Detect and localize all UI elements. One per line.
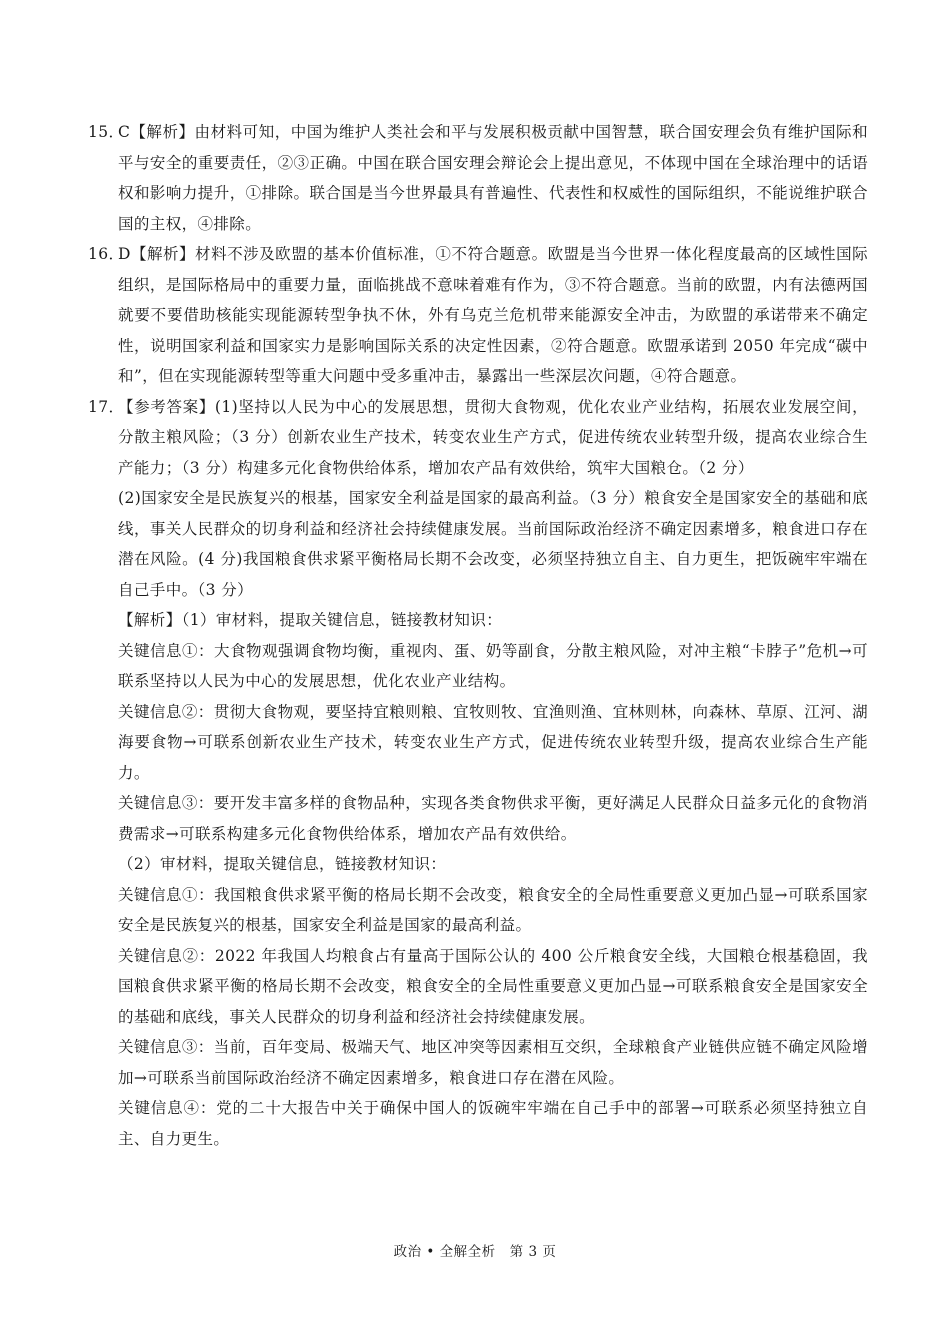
page-footer: 政治 • 全解全析 第 3 页 [393, 1244, 557, 1260]
answer-item-17 [88, 392, 868, 1155]
key-info-paragraph: 关键信息②：贯彻大食物观，要坚持宜粮则粮、宜牧则牧、宜渔则渔、宜林则林，向森林、草原、江河、湖海要食物→可联系创新农业生产技术，转变农业生产方式，促进传统农业转型升级，提高农业综合生产能力。 [118, 702, 868, 782]
question-number: 15． [88, 123, 125, 141]
answer-paragraph: C【解析】由材料可知，中国为维护人类社会和平与发展积极贡献中国智慧，联合国安理会负有维护国际和平与安全的重要责任，②③正确。中国在联合国安理会辩论会上提出意见，不体现中国在全球治理中的话语权和影响力提升，①排除。联合国是当今世界最具有普遍性、代表性和权威性的国际组织，不能说维护联合国的主权，④排除。 [118, 123, 868, 233]
key-info-paragraph: 关键信息④：党的二十大报告中关于确保中国人的饭碗牢牢端在自己手中的部署→可联系必须坚持独立自主、自力更生。 [118, 1099, 868, 1148]
answer-paragraph: D【解析】材料不涉及欧盟的基本价值标准，①不符合题意。欧盟是当今世界一体化程度最高的区域性国际组织，是国际格局中的重要力量，面临挑战不意味着难有作为，③不符合题意。当前的欧盟，内有法德两国就要不要借助核能实现能源转型争执不休，外有乌克兰危机带来能源安全冲击，为欧盟的承诺带来不确定性，说明国家利益和国家实力是影响国际关系的决定性因素，②符合题意。欧盟承诺到 2050 年完成“碳中和”，但在实现能源转型等重大问题中受多重冲击，暴露出一些深层次问题，④符合题意。 [118, 245, 868, 385]
answer-body [88, 239, 868, 392]
answer-item-15 [88, 117, 868, 239]
analysis-heading-1: 【解析】（1）审材料，提取关键信息，链接教材知识： [118, 611, 503, 629]
analysis-heading-2: （2）审材料，提取关键信息，链接教材知识： [118, 855, 447, 873]
answer-section [88, 117, 868, 1154]
key-info-paragraph: 关键信息②：2022 年我国人均粮食占有量高于国际公认的 400 公斤粮食安全线，大国粮仓根基稳固，我国粮食供求紧平衡的格局长期不会改变，粮食安全的全局性重要意义更加凸显→可联系粮食安全是国家安全的基础和底线，事关人民群众的切身利益和经济社会持续健康发展。 [118, 946, 868, 1026]
question-number: 16． [88, 245, 125, 263]
answer-body [88, 392, 868, 1155]
answer-body [88, 117, 868, 239]
key-info-paragraph: 关键信息①：大食物观强调食物均衡，重视肉、蛋、奶等副食，分散主粮风险，对冲主粮“卡脖子”危机→可联系坚持以人民为中心的发展思想，优化农业产业结构。 [118, 641, 868, 690]
key-info-paragraph: 关键信息③：当前，百年变局、极端天气、地区冲突等因素相互交织，全球粮食产业链供应链不确定风险增加→可联系当前国际政治经济不确定因素增多，粮食进口存在潜在风险。 [118, 1038, 868, 1087]
key-info-paragraph: 关键信息③：要开发丰富多样的食物品种，实现各类食物供求平衡，更好满足人民群众日益多元化的食物消费需求→可联系构建多元化食物供给体系，增加农产品有效供给。 [118, 794, 868, 843]
answer-item-16 [88, 239, 868, 392]
reference-answer-part-1: 【参考答案】(1)坚持以人民为中心的发展思想，贯彻大食物观，优化农业产业结构，拓展农业发展空间，分散主粮风险；（3 分）创新农业生产技术，转变农业生产方式，促进传统农业转型升级，提高农业综合生产能力；（3 分）构建多元化食物供给体系，增加农产品有效供给，筑牢大国粮仓。（2 分） [118, 397, 868, 477]
question-number: 17． [88, 397, 125, 416]
reference-answer-part-2: (2)国家安全是民族复兴的根基，国家安全利益是国家的最高利益。（3 分）粮食安全是国家安全的基础和底线，事关人民群众的切身利益和经济社会持续健康发展。当前国际政治经济不确定因素增多，粮食进口存在潜在风险。(4 分)我国粮食供求紧平衡格局长期不会改变，必须坚持独立自主、自力更生，把饭碗牢牢端在自己手中。（3 分） [118, 489, 868, 599]
key-info-paragraph: 关键信息①：我国粮食供求紧平衡的格局长期不会改变，粮食安全的全局性重要意义更加凸显→可联系国家安全是民族复兴的根基，国家安全利益是国家的最高利益。 [118, 885, 868, 934]
